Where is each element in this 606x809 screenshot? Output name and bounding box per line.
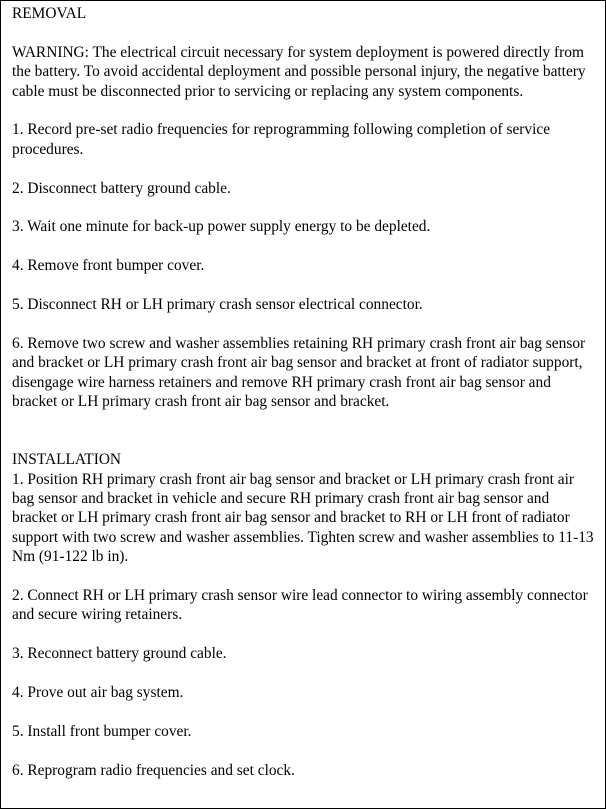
installation-heading: INSTALLATION	[12, 451, 122, 469]
spacer	[12, 23, 595, 42]
spacer	[12, 101, 595, 120]
warning-paragraph: WARNING: The electrical circuit necessary for system deployment is powered directly from the battery. To avoid accidental deployment and possible personal injury, the negative battery cable must be disconnected prior to servicing or replacing any system components.	[12, 43, 586, 100]
spacer	[12, 276, 595, 295]
document-body	[1, 1, 605, 780]
removal-step-4: 4. Remove front bumper cover.	[12, 257, 205, 275]
installation-step-5: 5. Install front bumper cover.	[12, 722, 192, 740]
installation-step-3: 3. Reconnect battery ground cable.	[12, 645, 227, 663]
installation-step-1: 1. Position RH primary crash front air bag sensor and bracket or LH primary crash front air bag sensor and bracket in vehicle and secure RH primary crash front air bag sensor and bracket or LH primary crash front air bag sensor and bracket to RH or LH front of radiator support with two screw and washer assemblies. Tighten screw and washer assemblies to 11-13 Nm (91-122 lb in).	[12, 470, 594, 566]
spacer	[12, 567, 595, 586]
installation-step-2: 2. Connect RH or LH primary crash sensor wire lead connector to wiring assembly connector and secure wiring retainers.	[12, 587, 588, 624]
removal-heading: REMOVAL	[12, 5, 87, 22]
spacer	[12, 237, 595, 256]
removal-step-1: 1. Record pre-set radio frequencies for reprogramming following completion of service procedures.	[12, 121, 551, 158]
installation-step-4: 4. Prove out air bag system.	[12, 684, 184, 702]
removal-step-3: 3. Wait one minute for back-up power supply energy to be depleted.	[12, 218, 431, 236]
removal-step-2: 2. Disconnect battery ground cable.	[12, 179, 231, 197]
spacer	[12, 664, 595, 683]
spacer	[12, 625, 595, 644]
installation-step-6: 6. Reprogram radio frequencies and set clock.	[12, 761, 295, 779]
spacer	[12, 198, 595, 217]
spacer	[12, 702, 595, 721]
spacer	[12, 741, 595, 760]
spacer	[12, 314, 595, 333]
removal-step-5: 5. Disconnect RH or LH primary crash sensor electrical connector.	[12, 296, 423, 313]
spacer	[12, 159, 595, 178]
removal-step-6: 6. Remove two screw and washer assemblies retaining RH primary crash front air bag sensor and bracket or LH primary crash front air bag sensor and bracket at front of radiator support, disengage wire harness retainers and remove RH primary crash front air bag sensor and bracket or LH primary crash front air bag sensor and bracket.	[12, 334, 586, 411]
spacer	[12, 411, 595, 450]
